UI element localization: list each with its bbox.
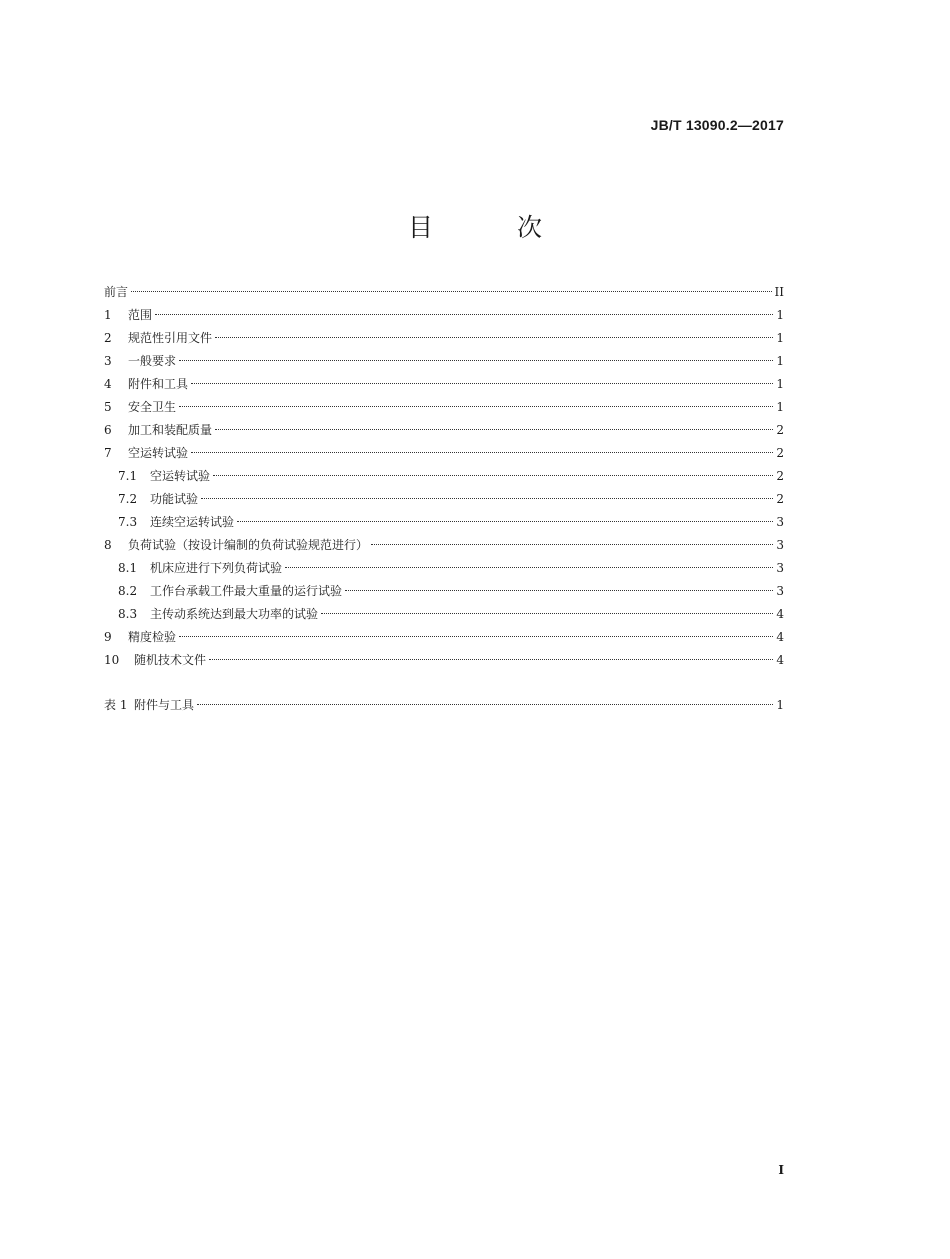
toc-entry-5[interactable]: [104, 396, 784, 419]
dot-leader: [237, 521, 773, 522]
toc-entry-7[interactable]: [104, 442, 784, 465]
toc-entry-number: 6: [104, 423, 112, 437]
toc-entry-4[interactable]: [104, 373, 784, 396]
toc-entry-page: 4: [776, 630, 784, 644]
toc-entry-number: 9: [104, 630, 112, 644]
toc-table-number: 表 1: [104, 698, 128, 712]
toc-entry-10[interactable]: [104, 649, 784, 672]
dot-leader: [215, 429, 773, 430]
toc-entry-7-3[interactable]: [104, 511, 784, 534]
toc-entry-page: 1: [776, 354, 784, 368]
toc-entry-number: 5: [104, 400, 112, 414]
toc-entry-label: 随机技术文件: [134, 653, 207, 667]
toc-entry-label: 前言: [104, 285, 129, 299]
toc-entry-number: 10: [104, 653, 120, 667]
toc-entry-label: 空运转试验: [128, 446, 189, 460]
toc-entry-8-1[interactable]: [104, 557, 784, 580]
toc-entry-foreword[interactable]: [104, 281, 784, 304]
toc-entry-number: 7.3: [118, 515, 138, 529]
document-code: JB/T 13090.2—2017: [650, 117, 784, 133]
toc-entry-number: 8: [104, 538, 112, 552]
toc-entry-number: 8.1: [118, 561, 138, 575]
toc-entry-label: 范围: [128, 308, 153, 322]
toc-entry-number: 7: [104, 446, 112, 460]
toc-entry-number: 8.2: [118, 584, 138, 598]
toc-entry-label: 精度检验: [128, 630, 177, 644]
toc-entry-label: 功能试验: [150, 492, 199, 506]
toc-entry-8-3[interactable]: [104, 603, 784, 626]
toc-entry-7-1[interactable]: [104, 465, 784, 488]
toc-entry-page: II: [774, 285, 784, 299]
toc-entry-9[interactable]: [104, 626, 784, 649]
toc-entry-number: 7.2: [118, 492, 138, 506]
toc-entry-page: 2: [776, 492, 784, 506]
dot-leader: [201, 498, 773, 499]
dot-leader: [197, 704, 773, 705]
toc-entry-page: 1: [776, 331, 784, 345]
toc-entry-page: 1: [776, 400, 784, 414]
toc-entry-number: 8.3: [118, 607, 138, 621]
toc-entry-label: 安全卫生: [128, 400, 177, 414]
toc-entry-7-2[interactable]: [104, 488, 784, 511]
toc-spacer: [104, 672, 784, 694]
toc-entry-label: 连续空运转试验: [150, 515, 235, 529]
toc-entry-label: 主传动系统达到最大功率的试验: [150, 607, 319, 621]
toc-entry-page: 1: [776, 308, 784, 322]
toc-entry-page: 3: [776, 538, 784, 552]
toc-entry-page: 1: [776, 377, 784, 391]
toc-entry-page: 2: [776, 469, 784, 483]
toc-entry-2[interactable]: [104, 327, 784, 350]
dot-leader: [179, 636, 773, 637]
toc-table-label: 附件与工具: [134, 698, 195, 712]
dot-leader: [155, 314, 773, 315]
toc-entry-number: 3: [104, 354, 112, 368]
toc-entry-6[interactable]: [104, 419, 784, 442]
toc-entry-label: 机床应进行下列负荷试验: [150, 561, 283, 575]
dot-leader: [209, 659, 773, 660]
toc-entry-number: 7.1: [118, 469, 138, 483]
toc-title: 目 次: [408, 213, 580, 242]
toc-entry-3[interactable]: [104, 350, 784, 373]
toc-entry-page: 3: [776, 515, 784, 529]
table-of-contents: [104, 281, 784, 717]
toc-entry-page: 3: [776, 584, 784, 598]
toc-entry-label: 一般要求: [128, 354, 177, 368]
toc-table-page: 1: [776, 698, 784, 712]
toc-entry-page: 2: [776, 423, 784, 437]
toc-entry-number: 2: [104, 331, 112, 345]
toc-entry-8-2[interactable]: [104, 580, 784, 603]
dot-leader: [285, 567, 773, 568]
dot-leader: [179, 406, 773, 407]
dot-leader: [179, 360, 773, 361]
toc-entry-label: 规范性引用文件: [128, 331, 213, 345]
toc-entry-page: 3: [776, 561, 784, 575]
dot-leader: [213, 475, 773, 476]
toc-entry-label: 空运转试验: [150, 469, 211, 483]
page-number: I: [778, 1163, 784, 1177]
toc-entry-label: 附件和工具: [128, 377, 189, 391]
dot-leader: [191, 452, 773, 453]
toc-entry-label: 负荷试验（按设计编制的负荷试验规范进行）: [128, 538, 369, 552]
dot-leader: [321, 613, 773, 614]
toc-entry-page: 2: [776, 446, 784, 460]
dot-leader: [215, 337, 773, 338]
toc-entry-8[interactable]: [104, 534, 784, 557]
toc-table-entry-1[interactable]: [104, 694, 784, 717]
toc-entry-label: 工作台承载工件最大重量的运行试验: [150, 584, 343, 598]
toc-entry-number: 4: [104, 377, 112, 391]
dot-leader: [345, 590, 773, 591]
toc-entry-label: 加工和装配质量: [128, 423, 213, 437]
toc-entry-1[interactable]: [104, 304, 784, 327]
dot-leader: [371, 544, 773, 545]
dot-leader: [131, 291, 772, 292]
toc-entry-number: 1: [104, 308, 112, 322]
toc-entry-page: 4: [776, 607, 784, 621]
dot-leader: [191, 383, 773, 384]
toc-entry-page: 4: [776, 653, 784, 667]
